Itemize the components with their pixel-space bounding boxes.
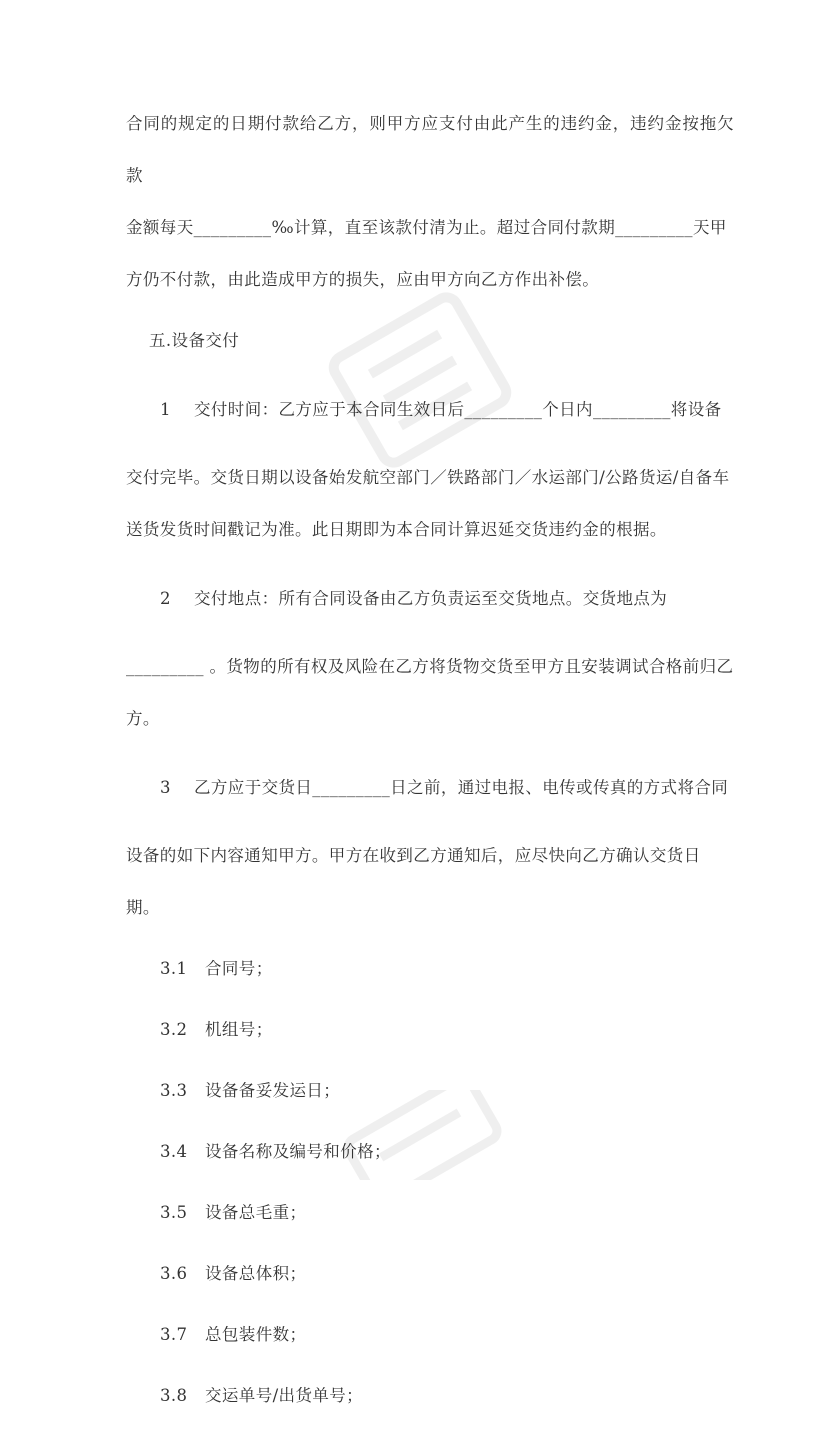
intro-paragraph (126, 98, 734, 306)
clause-1-line-2: 交付完毕。交货日期以设备始发航空部门／铁路部门／水运部门/公路货运/自备车 (126, 468, 730, 487)
list-item-text: 交运单号/出货单号； (205, 1386, 364, 1405)
list-item-number: 3.6 (160, 1264, 188, 1283)
list-item-text: 设备备妥发运日； (205, 1081, 341, 1100)
list-item-number: 3.8 (160, 1386, 188, 1405)
clause-2-line-2: _________ 。货物的所有权及风险在乙方将货物交货至甲方且安装调试合格前归乙 (126, 657, 734, 676)
list-item-number: 3.5 (160, 1203, 188, 1222)
list-item-text: 设备总毛重； (205, 1203, 307, 1222)
list-item-text: 合同号； (205, 959, 273, 978)
clause-3-number: 3 (160, 777, 171, 797)
clause-2-line-3: 方。 (126, 709, 160, 728)
clause-1 (126, 384, 734, 557)
intro-line-2: 金额每天_________‰计算，直至该款付清为止。超过合同付款期_________天甲 (126, 218, 727, 237)
list-item (126, 1187, 734, 1239)
list-item-number: 3.3 (160, 1081, 188, 1100)
list-item-text: 机组号； (205, 1020, 273, 1039)
intro-line-3: 方仍不付款，由此造成甲方的损失，应由甲方向乙方作出补偿。 (126, 270, 600, 289)
list-item-text: 设备总体积； (205, 1264, 307, 1283)
list-item (126, 1248, 734, 1300)
section-heading: 五.设备交付 (149, 331, 240, 350)
list-item-number: 3.4 (160, 1142, 188, 1161)
clause-3-line-1: 乙方应于交货日_________日之前，通过电报、电传或传真的方式将合同 (194, 777, 729, 797)
clause-1-number: 1 (160, 399, 171, 419)
list-item-number: 3.1 (160, 959, 188, 978)
list-item (126, 943, 734, 995)
clause-2 (126, 573, 734, 746)
clause-2-line-1: 交付地点：所有合同设备由乙方负责运至交货地点。交货地点为 (194, 588, 668, 608)
list-item (126, 1065, 734, 1117)
list-item-number: 3.7 (160, 1325, 188, 1344)
list-item (126, 1004, 734, 1056)
document-body (126, 98, 734, 1431)
list-item-text: 总包装件数； (205, 1325, 307, 1344)
clause-1-line-3: 送货发货时间戳记为准。此日期即为本合同计算迟延交货违约金的根据。 (126, 520, 667, 539)
list-item (126, 1309, 734, 1361)
list-item-text: 设备名称及编号和价格； (205, 1142, 391, 1161)
list-item (126, 1126, 734, 1178)
clause-2-number: 2 (160, 588, 171, 608)
list-item (126, 1370, 734, 1422)
clause-1-line-1: 交付时间：乙方应于本合同生效日后_________个日内_________将设备 (194, 399, 722, 419)
clause-3 (126, 762, 734, 935)
intro-line-1: 合同的规定的日期付款给乙方，则甲方应支付由此产生的违约金，违约金按拖欠款 (126, 114, 734, 185)
clause-3-line-2: 设备的如下内容通知甲方。甲方在收到乙方通知后，应尽快向乙方确认交货日期。 (126, 846, 701, 917)
list-item-number: 3.2 (160, 1020, 188, 1039)
